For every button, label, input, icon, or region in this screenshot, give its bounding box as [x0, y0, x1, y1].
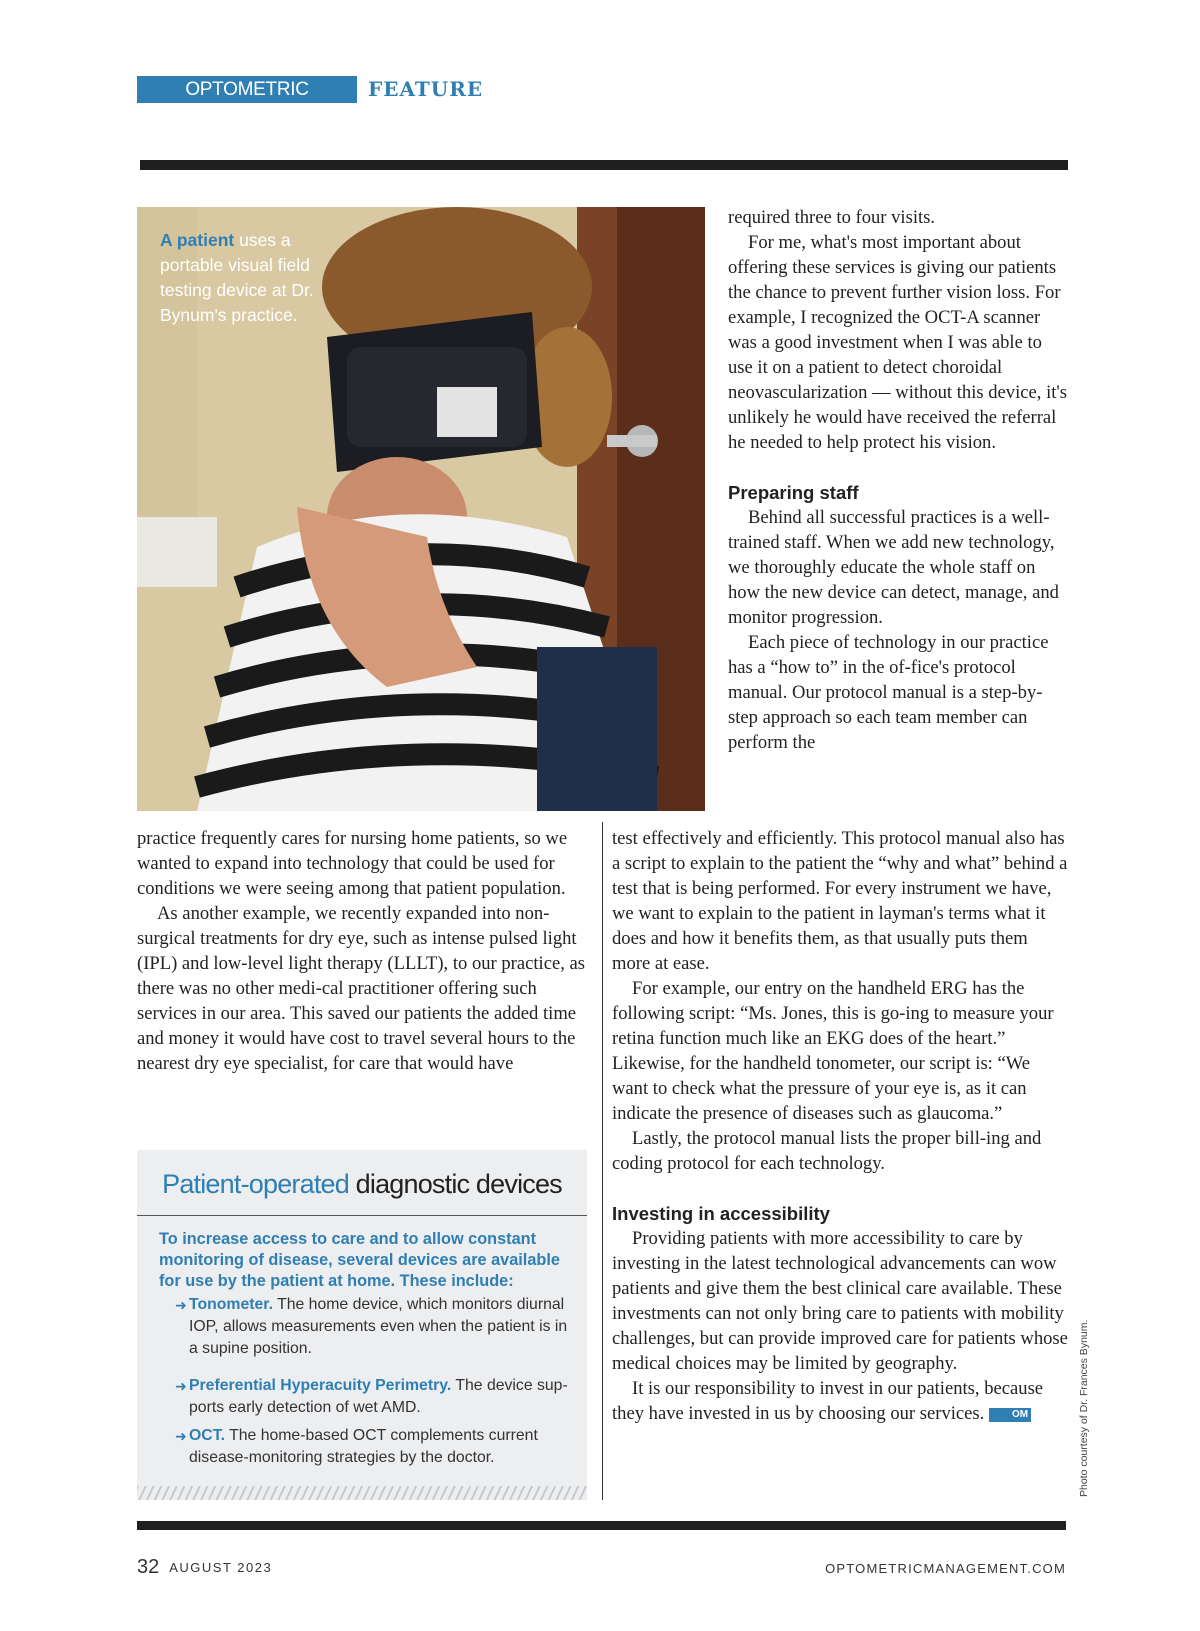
footer-left [137, 1556, 272, 1579]
sidebar-item-tonometer [175, 1294, 570, 1360]
sidebar-hatch [137, 1486, 587, 1500]
feature-label: FEATURE [368, 77, 484, 101]
right-column-bottom [612, 826, 1068, 1426]
paragraph: Providing patients with more accessibility to care by investing in the latest technological advancements can wow patients and give them the best clinical care available. These investments can not only bring care to patients with mobility challenges, but can provide improved care for patients whose medical choices may be limited by geography. [612, 1228, 1068, 1374]
item-term: Tonometer. [189, 1296, 273, 1313]
paragraph: test effectively and efficiently. This protocol manual also has a script to explain to the patient the “why and what” behind a test that is being performed. For every instrument we have, we want to explain to the patient in layman's terms what it does and how it benefits them, as that usually puts them more at ease. [612, 828, 1068, 974]
item-term: Preferential Hyperacuity Perimetry. [189, 1377, 452, 1394]
section-label: OPTOMETRIC MANAGEMENT [137, 76, 357, 103]
arrow-icon: ➜ [175, 1428, 187, 1444]
left-column-bottom [137, 826, 589, 1076]
paragraph: For me, what's most important about offering these services is giving our patients the chance to prevent further vision loss. For example, I recognized the OCT-A scanner was a good investment when I was able to use it on a patient to detect choroidal neovascularization — without this device, it's unlikely he would have received the referral he needed to help protect his vision. [728, 232, 1067, 453]
paragraph: As another example, we recently expanded into non-surgical treatments for dry eye, such as intense pulsed light (IPL) and low-level light therapy (LLLT), to our practice, as there was no other medi-cal practitioner offering such services in our area. This saved our patients the added time and money it would have cost to travel several hours to the nearest dry eye specialist, for care that would have [137, 903, 585, 1074]
heading-investing-accessibility: Investing in accessibility [612, 1203, 830, 1224]
sidebar-box [137, 1150, 587, 1500]
paragraph: Lastly, the protocol manual lists the proper bill-ing and coding protocol for each technology. [612, 1128, 1042, 1174]
bottom-rule [137, 1521, 1066, 1530]
sidebar-item-oct [175, 1425, 570, 1469]
photo-caption [160, 228, 320, 328]
caption-text: uses a portable visual field testing device at Dr. Bynum's practice. [160, 230, 314, 325]
paragraph: Each piece of technology in our practice has a “how to” in the of-fice's protocol manual. Our protocol manual is a step-by-step approach so each team member can perform the [728, 632, 1049, 753]
end-mark: OM [989, 1408, 1031, 1422]
sidebar-intro: To increase access to care and to allow constant monitoring of disease, several devices are available for use by the patient at home. These include: [159, 1230, 560, 1290]
top-rule [140, 160, 1068, 170]
right-column-top [728, 205, 1068, 755]
page-number: 32 [137, 1556, 160, 1578]
item-desc: The home device, which monitors diurnal IOP, allows measurements even when the patient is in a supine position. [189, 1296, 568, 1357]
arrow-icon: ➜ [175, 1378, 187, 1394]
sidebar-item-php [175, 1375, 570, 1419]
sidebar-rule [137, 1215, 587, 1216]
caption-lead: A patient [160, 230, 235, 250]
paragraph [612, 1376, 1068, 1426]
paragraph: required three to four visits. [728, 207, 936, 228]
sidebar-title [137, 1164, 587, 1204]
item-desc: The device sup-ports early detection of wet AMD. [189, 1377, 568, 1416]
arrow-icon: ➜ [175, 1297, 187, 1313]
closing-text: It is our responsibility to invest in our patients, because they have invested in us by choosing our services. [612, 1378, 1044, 1424]
paragraph: For example, our entry on the handheld ERG has the following script: “Ms. Jones, this is go-ing to measure your retina function much like an EKG does of the heart.” Likewise, for the handheld tonometer, our script is: “We want to check what the pressure of your eye is, as it can indicate the presence of diseases such as glaucoma.” [612, 978, 1054, 1124]
footer-site: OPTOMETRICMANAGEMENT.COM [825, 1561, 1066, 1576]
sidebar-title-rest: diagnostic devices [348, 1169, 562, 1199]
issue-date: AUGUST 2023 [169, 1560, 273, 1575]
item-desc: The home-based OCT complements current disease-monitoring strategies by the doctor. [189, 1427, 538, 1466]
sidebar-title-accent: Patient-operated [162, 1169, 349, 1199]
item-term: OCT. [189, 1427, 225, 1444]
paragraph: Behind all successful practices is a well-trained staff. When we add new technology, we thoroughly educate the whole staff on how the new device can detect, manage, and monitor progression. [728, 507, 1059, 628]
paragraph: practice frequently cares for nursing home patients, so we wanted to expand into technology that could be used for conditions we were seeing among that patient population. [137, 828, 568, 899]
column-divider [602, 822, 603, 1500]
heading-preparing-staff: Preparing staff [728, 482, 859, 503]
photo-credit: Photo courtesy of Dr. Frances Bynum. [1078, 1319, 1090, 1497]
